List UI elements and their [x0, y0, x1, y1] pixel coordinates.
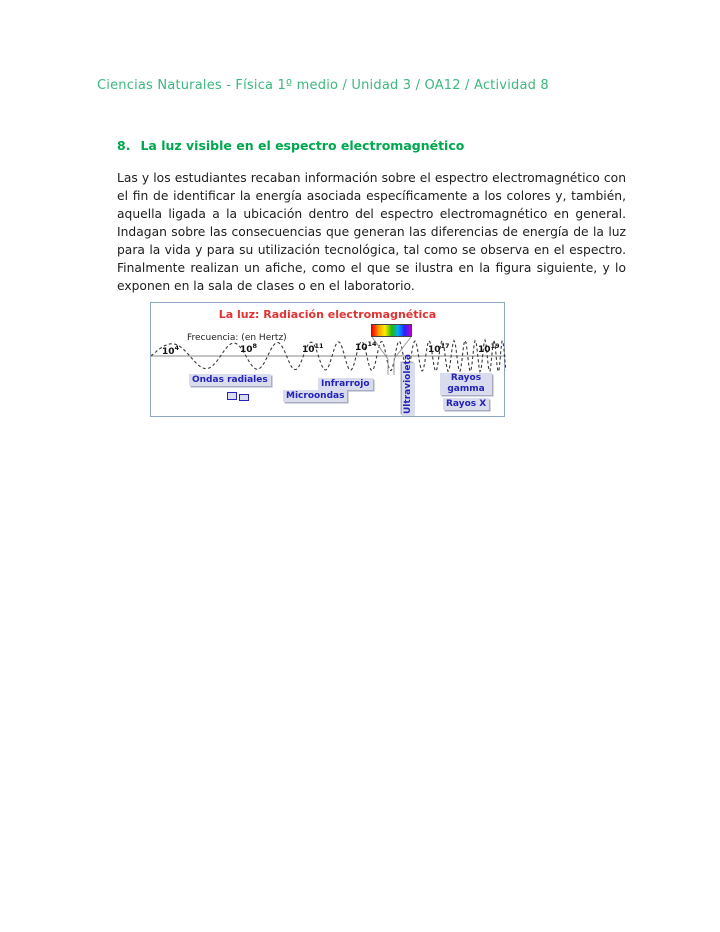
radio-tv-icon	[227, 392, 253, 403]
figure-title: La luz: Radiación electromagnética	[218, 308, 437, 321]
electromagnetic-spectrum-figure	[150, 302, 505, 417]
tick-10e11: $10^{11}$	[302, 342, 324, 355]
tick-10e8: $10^8$	[240, 342, 258, 355]
visible-spectrum-color-bar	[371, 324, 412, 337]
band-label-infrared: Infrarrojo	[318, 378, 373, 390]
tick-10e19: $10^{19}$	[478, 342, 500, 355]
band-label-radio-waves: Ondas radiales	[189, 374, 271, 386]
tick-10e17: $10^{17}$	[428, 342, 450, 355]
band-label-gamma-rays: Rayos gamma	[440, 373, 492, 395]
section-heading-text: La luz visible en el espectro electromagnético	[140, 138, 465, 153]
tv-icon	[239, 394, 249, 401]
tick-10e4: $10^4$	[162, 344, 180, 357]
band-label-ultraviolet: Ultravioleta	[403, 354, 413, 414]
band-label-microwaves: Microondas	[283, 390, 347, 402]
breadcrumb-title: Ciencias Naturales - Física 1º medio / Unidad 3 / OA12 / Actividad 8	[97, 78, 549, 93]
radio-icon	[227, 392, 237, 400]
section-heading	[117, 138, 464, 153]
activity-description: Las y los estudiantes recaban información sobre el espectro electromagnético con el fin de identificar la energía asociada específicamente a los colores y, también, aquella ligada a la ubicación dentro del espectro electromagnético en general. Indagan sobre las consecuencias que generan las diferencias de energía de la luz para la vida y para su utilización tecnológica, tal como se observa en el espectro. Finalmente realizan un afiche, como el que se ilustra en la figura siguiente, y lo exponen en la sala de clases o en el laboratorio.	[117, 171, 626, 293]
frequency-axis-label: Frecuencia: (en Hertz)	[187, 333, 287, 343]
band-label-x-rays: Rayos X	[443, 398, 489, 410]
tick-10e14: $10^{14}$	[355, 340, 377, 353]
section-number: 8.	[117, 138, 131, 153]
